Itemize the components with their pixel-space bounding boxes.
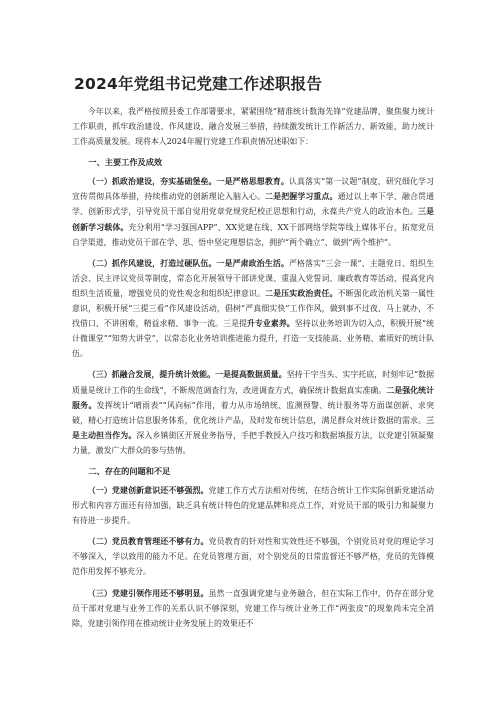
paragraph-problem-innovation <box>72 483 434 528</box>
paragraph-political-building <box>72 174 434 249</box>
intro-paragraph: 今年以来，我严格按照县委工作部署要求，紧紧围绕“精准统计数海先锋”党建品牌，聚焦聚力统计工作职责，抓牢政治建设、作风建设、融合发展三举措，持续激发统计工作新活力、新效能，助力统计工作高质量发展。现将本人2024年履行党建工作职责情况述职如下： <box>72 107 434 147</box>
item-lead: （一）抓政治建设，夯实基础堡垒。 <box>87 177 217 187</box>
point-text: 不断强化政治机关第一属性意识，积极开展“三提三看”作风建设活动，倡树“严真细实快”工作作风，做到事不过夜、马上就办，不找借口、不讲困难，精益求精、事争一流。三是提 <box>72 288 434 329</box>
section-heading-main-work: 一、主要工作及成效 <box>88 157 163 168</box>
point-text: 严格落实“三会一课”、主题党日、组织生活会、民主评议党员等制度，常态化开展领导干部讲党课、重温入党誓词、廉政教育等活动，提高党内组织生活质量，增强党员的党性观念和组织纪律意识。 <box>72 258 434 298</box>
item-lead: （三）抓融合发展，提升统计效能。 <box>87 370 216 380</box>
point-label: 二是把握学习重点。 <box>265 192 338 202</box>
paragraph-style-building <box>72 256 434 362</box>
page-title: 2024年党组书记党建工作述职报告 <box>74 75 323 93</box>
point-label: 三是主动担当作为。 <box>72 415 434 440</box>
item-lead: （二）抓作风建设，打造过硬队伍。 <box>87 258 217 268</box>
point-text: 充分利用“学习强国APP”、XX党建在线、XX干部网络学院等线上媒体平台，拓宽党员自学渠道，推动党员干部在学、思、悟中坚定理想信念，拥护“两个确立”、做到“两个维护”。 <box>72 222 434 247</box>
point-label: 升专业素养。 <box>247 319 295 329</box>
point-text: 发挥统计“晴雨表”“风向标”作用，着力从市场纳统、监测预警、统计服务等方面谋创新、求突破，精心打造统计信息服务体系，优化统计产品，及时发布统计信息，满足群众对统计数据的需求。 <box>72 400 434 425</box>
point-label: 一是严肃政治生活。 <box>216 258 289 268</box>
point-text: 深入乡镇街区开展业务指导，手把手教授入户技巧和数据填报方法，以党建引领凝聚力量，激发广大群众的参与热情。 <box>72 430 434 455</box>
item-lead: （二）党员教育管理还不够有力。 <box>87 537 209 547</box>
point-label: 一是严格思想教育。 <box>216 177 289 187</box>
item-lead: （一）党建创新意识还不够强烈。 <box>87 485 209 495</box>
item-lead: （三）党建引领作用还不够明显。 <box>87 588 209 598</box>
paragraph-integrated-development <box>72 367 434 458</box>
point-text: 坚持干字当头、实字托底，时刻牢记“数据质量是统计工作的生命线”，不断规范调查行为，改进调查方式，确保统计数据真实准确。 <box>72 370 434 395</box>
point-label: 一是提高数据质量。 <box>215 370 287 380</box>
paragraph-problem-management <box>72 534 434 579</box>
item-text: 党员教育的针对性和实效性还不够强，个别党员对党的理论学习不够深入，学以致用的能力不足。在党员管理方面，对个别党员的日常监督还不够严格，党员的先锋模范作用发挥不够充分。 <box>72 537 434 577</box>
point-label: 二是强化统计服务。 <box>72 385 434 410</box>
point-text: 通过以上率下学、融合贯通学、创新形式学，引导党员干部自觉用党章党规党纪校正思想和行动，永葆共产党人的政治本色。 <box>72 192 434 217</box>
point-label: 三是创新学习载体。 <box>72 207 434 232</box>
paragraph-problem-leadership <box>72 586 434 631</box>
section-heading-problems: 二、存在的问题和不足 <box>88 465 171 476</box>
item-text: 党建工作方式方法相对传统，在结合统计工作实际创新党建活动形式和内容方面还有待加强，缺乏具有统计特色的党建品牌和亮点工作，对党员干部的吸引力和凝聚力有待进一步提升。 <box>72 485 434 526</box>
item-text: 虽然一直强调党建与业务融合，但在实际工作中，仍存在部分党员干部对党建与业务工作的关系认识不够深刻，党建工作与统计业务工作“两张皮”的现象尚未完全消除，党建引领作用在推动统计业务发展上的效果还不 <box>72 588 434 628</box>
point-label: 二是压实政治责任。 <box>265 288 338 298</box>
point-text: 认真落实“第一议题”制度，研究细化学习宣传贯彻具体举措，持续推动党的创新理论入脑入心。 <box>72 177 434 202</box>
point-text: 坚持以业务培训为切入点，积极开展“统计微课堂”“知势大讲堂”，以常态化业务培训推进能力提升，打造一支技能高、业务精、素质好的统计队伍。 <box>72 319 434 359</box>
